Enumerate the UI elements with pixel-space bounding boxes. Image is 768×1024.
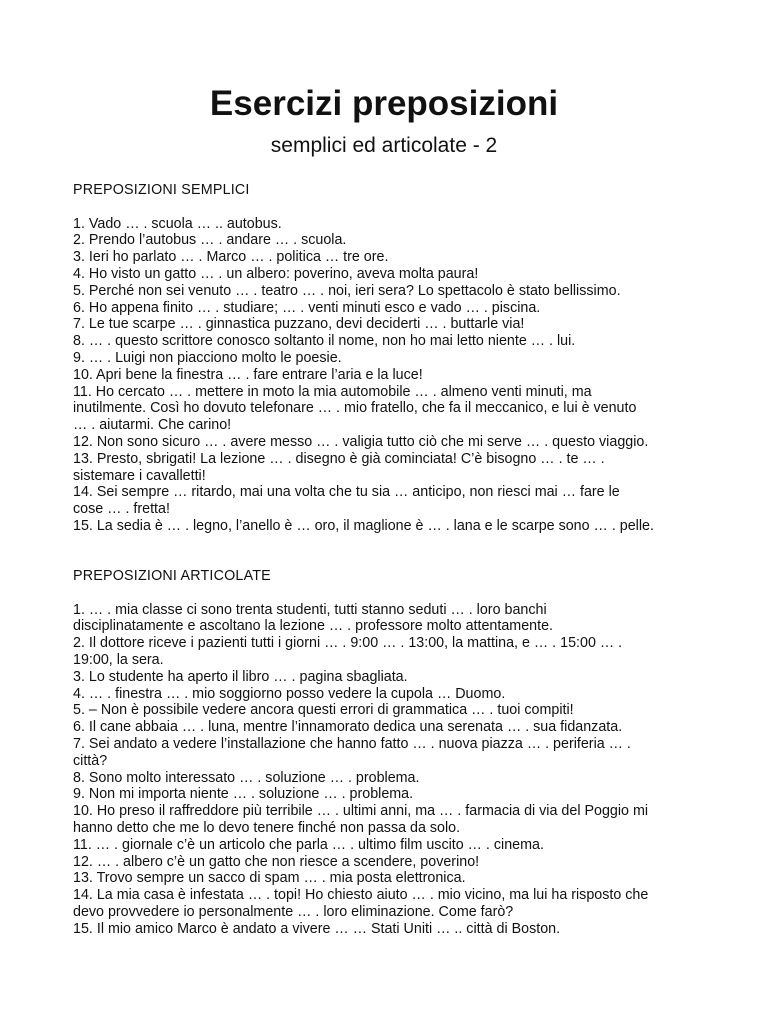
section-heading: PREPOSIZIONI ARTICOLATE <box>73 568 271 584</box>
exercise-item: 1. Vado … . scuola … .. autobus. <box>73 215 282 232</box>
document-title: Esercizi preposizioni <box>209 84 559 123</box>
exercise-item: 6. Il cane abbaia … . luna, mentre l’innamorato dedica una serenata … . sua fidanzata. <box>73 719 623 736</box>
exercise-item: 7. Sei andato a vedere l’installazione che hanno fatto … . nuova piazza … . periferia … . città? <box>73 735 631 769</box>
exercise-item: 1. … . mia classe ci sono trenta studenti, tutti stanno seduti … . loro banchi disciplinatamente e ascoltano la lezione … . professore molto attentamente. <box>73 601 554 635</box>
exercise-item: 11. … . giornale c’è un articolo che parla … . ultimo film uscito … . cinema. <box>73 836 544 853</box>
section-heading: PREPOSIZIONI SEMPLICI <box>73 182 250 198</box>
section-preposizioni-semplici <box>73 182 713 535</box>
exercise-item: 7. Le tue scarpe … . ginnastica puzzano, devi deciderti … . buttarle via! <box>73 316 525 333</box>
exercise-item: 9. … . Luigi non piacciono molto le poesie. <box>73 349 342 366</box>
exercise-item: 13. Trovo sempre un sacco di spam … . mia posta elettronica. <box>73 870 466 887</box>
document-subtitle: semplici ed articolate - 2 <box>270 134 498 157</box>
exercise-item: 2. Prendo l’autobus … . andare … . scuola. <box>73 232 347 249</box>
exercise-item: 11. Ho cercato … . mettere in moto la mia automobile … . almeno venti minuti, ma inutilmente. Così ho dovuto telefonare … . mio fratello, che fa il meccanico, e lui è venuto … . aiutarmi. Che carino! <box>73 383 637 434</box>
exercise-item: 9. Non mi importa niente … . soluzione … . problema. <box>73 786 414 803</box>
exercise-item: 14. Sei sempre … ritardo, mai una volta che tu sia … anticipo, non riesci mai … fare le cose … . fretta! <box>73 484 620 518</box>
exercise-item: 2. Il dottore riceve i pazienti tutti i giorni … . 9:00 … . 13:00, la mattina, e … . 15:00 … . 19:00, la sera. <box>73 635 623 668</box>
exercise-item: 3. Lo studente ha aperto il libro … . pagina sbagliata. <box>73 668 408 685</box>
exercise-item: 15. Il mio amico Marco è andato a vivere … … Stati Uniti … .. città di Boston. <box>73 920 561 937</box>
exercise-item: 5. Perché non sei venuto … . teatro … . noi, ieri sera? Lo spettacolo è stato bellissimo. <box>73 282 621 299</box>
exercise-item: 14. La mia casa è infestata … . topi! Ho chiesto aiuto … . mio vicino, ma lui ha risposto che devo provvedere io personalmente … . loro eliminazione. Come farò? <box>73 887 649 920</box>
exercise-item: 10. Apri bene la finestra … . fare entrare l’aria e la luce! <box>73 366 423 383</box>
exercise-item: 15. La sedia è … . legno, l’anello è … oro, il maglione è … . lana e le scarpe sono … . pelle. <box>73 517 654 534</box>
exercise-item: 4. Ho visto un gatto … . un albero: poverino, aveva molta paura! <box>73 265 479 282</box>
section-preposizioni-articolate <box>73 568 713 938</box>
exercise-item: 13. Presto, sbrigati! La lezione … . disegno è già cominciata! C’è bisogno … . te … . sistemare i cavalletti! <box>73 450 605 484</box>
exercise-item: 6. Ho appena finito … . studiare; … . venti minuti esco e vado … . piscina. <box>73 299 541 316</box>
exercise-item: 4. … . finestra … . mio soggiorno posso vedere la cupola … Duomo. <box>73 685 506 702</box>
exercise-item: 12. … . albero c’è un gatto che non riesce a scendere, poverino! <box>73 853 480 870</box>
exercise-item: 8. … . questo scrittore conosco soltanto il nome, non ho mai letto niente … . lui. <box>73 333 576 350</box>
exercise-item: 8. Sono molto interessato … . soluzione … . problema. <box>73 769 420 786</box>
exercise-item: 3. Ieri ho parlato … . Marco … . politica … tre ore. <box>73 249 389 266</box>
exercise-item: 10. Ho preso il raffreddore più terribile … . ultimi anni, ma … . farmacia di via del Poggio mi hanno detto che me lo devo tenere finché non passa da solo. <box>73 803 649 836</box>
exercise-item: 5. – Non è possibile vedere ancora questi errori di grammatica … . tuoi compiti! <box>73 702 574 719</box>
exercise-item: 12. Non sono sicuro … . avere messo … . valigia tutto ciò che mi serve … . questo viaggio. <box>73 433 649 450</box>
